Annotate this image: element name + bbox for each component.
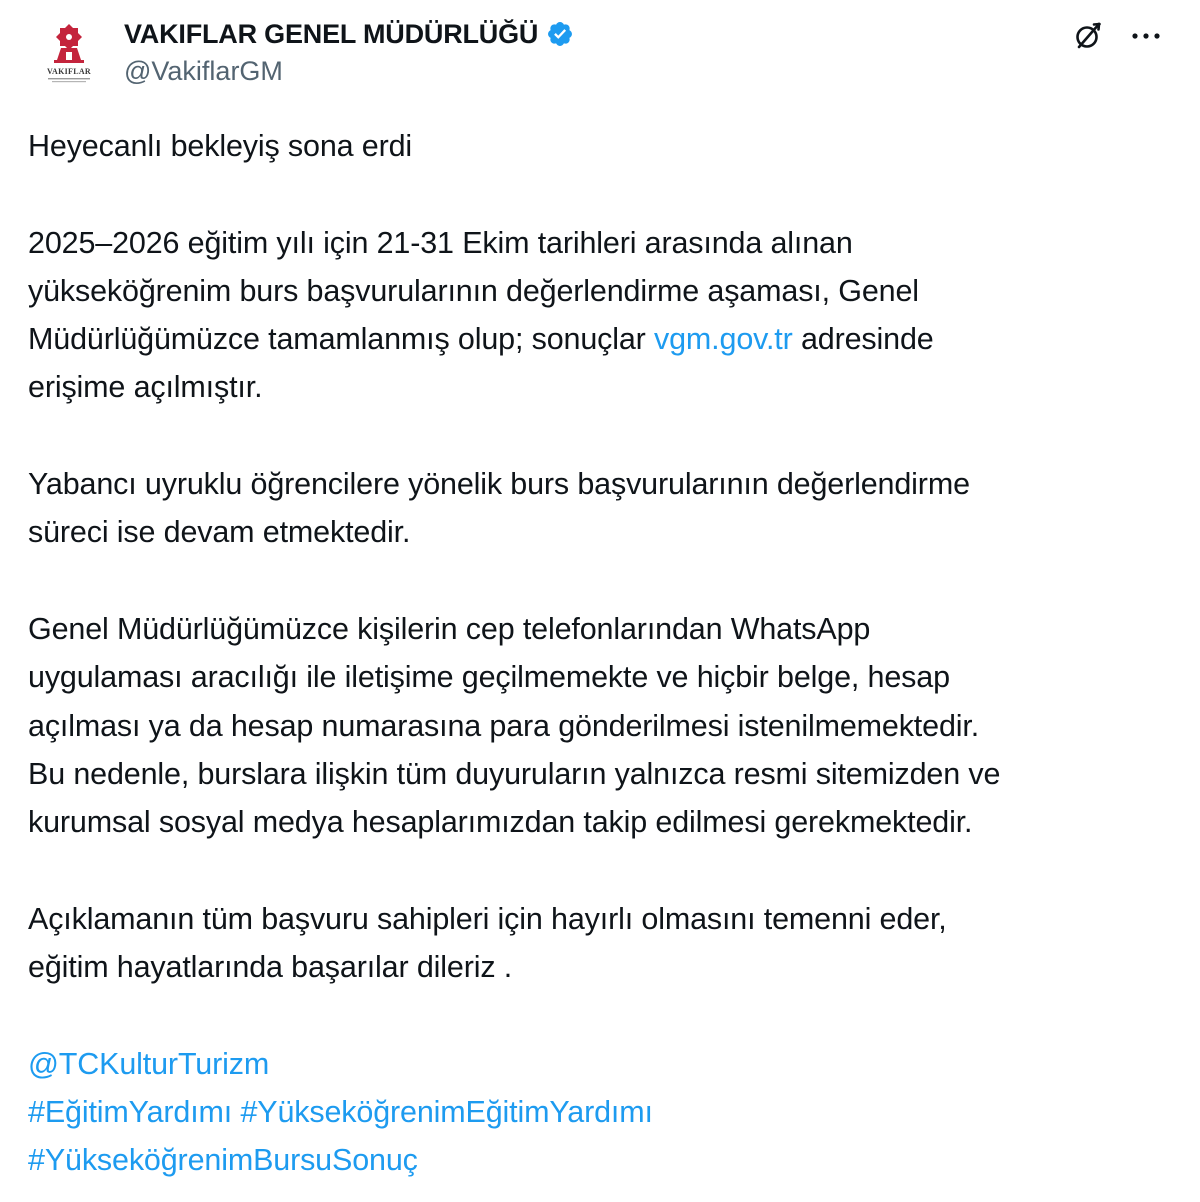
hashtag-link[interactable]: #EğitimYardımı: [28, 1094, 233, 1129]
hashtag-link[interactable]: #YükseköğrenimEğitimYardımı: [240, 1094, 653, 1129]
text-line: süreci ise devam etmektedir.: [28, 515, 411, 550]
vakiflar-logo-icon: [40, 20, 98, 90]
text-line: uygulaması aracılığı ile iletişime geçilmemekte ve hiçbir belge, hesap: [28, 660, 950, 695]
verified-badge-icon[interactable]: [546, 20, 574, 48]
text-line: kurumsal sosyal medya hesaplarımızdan takip edilmesi gerekmektedir.: [28, 805, 973, 840]
account-handle[interactable]: @VakiflarGM: [124, 56, 283, 86]
avatar-text: VAKIFLAR: [46, 67, 92, 76]
text-line: yükseköğrenim burs başvurularının değerlendirme aşaması, Genel: [28, 273, 919, 308]
text-line-with-link: [28, 315, 1178, 363]
mention-line: [28, 1040, 1178, 1088]
text-line: 2025–2026 eğitim yılı için 21-31 Ekim tarihleri arasında alınan: [28, 225, 853, 260]
text-segment: adresinde: [792, 322, 934, 357]
text-line: Yabancı uyruklu öğrencilere yönelik burs başvurularının değerlendirme: [28, 467, 970, 502]
text-line: Heyecanlı bekleyiş sona erdi: [28, 129, 413, 163]
hashtag-line: [28, 1088, 1178, 1136]
display-name[interactable]: VAKIFLAR GENEL MÜDÜRLÜĞÜ: [124, 18, 539, 49]
text-line: Açıklamanın tüm başvuru sahipleri için hayırlı olmasını temenni eder,: [28, 901, 947, 936]
text-segment: Müdürlüğümüzce tamamlanmış olup; sonuçlar: [28, 322, 655, 357]
avatar[interactable]: [40, 20, 98, 90]
vgm-link[interactable]: vgm.gov.tr: [654, 322, 793, 357]
tweet-text: [28, 122, 1178, 1185]
grok-icon[interactable]: [1070, 18, 1106, 54]
hashtag-link[interactable]: #YükseköğrenimBursuSonuç: [28, 1143, 418, 1178]
more-options-icon[interactable]: [1128, 18, 1164, 54]
top-actions: [1070, 18, 1164, 54]
text-line: Genel Müdürlüğümüzce kişilerin cep telefonlarından WhatsApp: [28, 611, 871, 646]
name-row: [124, 16, 574, 52]
text-line: açılması ya da hesap numarasına para gönderilmesi istenilmemektedir.: [28, 708, 980, 743]
text-line: Bu nedenle, burslara ilişkin tüm duyuruların yalnızca resmi sitemizden ve: [28, 756, 1001, 791]
text-line: eğitim hayatlarında başarılar dileriz .: [28, 950, 513, 985]
mention-link[interactable]: @TCKulturTurizm: [28, 1046, 270, 1081]
text-line: erişime açılmıştır.: [28, 370, 263, 405]
tweet-header: [0, 0, 1200, 110]
hashtag-line: [28, 1136, 1178, 1184]
